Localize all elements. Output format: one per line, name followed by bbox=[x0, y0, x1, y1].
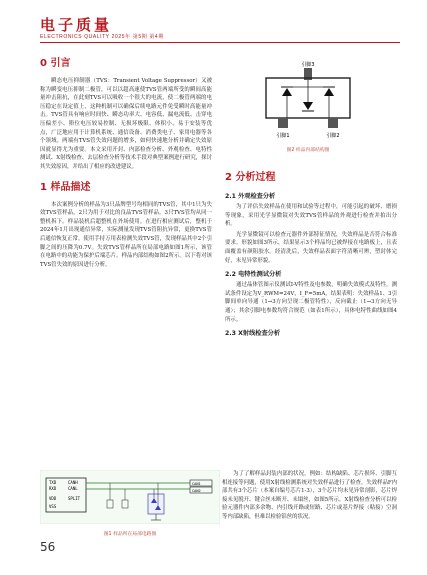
label-vdd: VDD bbox=[49, 496, 57, 501]
pin3-label: 引脚3 bbox=[301, 62, 315, 68]
sub1-heading: 2.1 外观检查分析 bbox=[225, 193, 276, 200]
label-canh: CANH bbox=[68, 480, 78, 485]
figure2-caption: 图2 样品内部结构图 bbox=[286, 148, 330, 153]
figure1-circuit bbox=[40, 470, 220, 524]
left-column bbox=[40, 52, 212, 271]
sub3-heading: 2.3 X射线检查分析 bbox=[225, 330, 281, 338]
label-txd: TXD bbox=[49, 480, 57, 485]
sub3-paragraph: 为了了解样品封装内部的状况，例如：结构缺陷、芯片损坏、引脚互相连接等问题，使用X射线检测系统对失效样品进行了检查。失效样品F内部共有3个芯片（本案自编号芯片1-3），3个芯片均未见异常剖影，芯片焊接未见脱开、键合丝未断开、未塌丝，如图5所示。X射线检查分析可以检验元器件内部多余物、内引线开路或短路、芯片或基片焊接（粘接）空洞等内部缺陷，但难以检验铝丝的状况。 bbox=[222, 471, 397, 520]
figure2 bbox=[248, 58, 368, 154]
label-canl: CANL bbox=[68, 486, 78, 491]
sub3-body bbox=[222, 470, 397, 524]
section2-heading: 2 分析过程 bbox=[225, 172, 276, 183]
label-split: SPLIT bbox=[68, 496, 81, 501]
sub2-heading: 2.2 电特性测试分析 bbox=[225, 271, 282, 279]
section1-paragraph: 本次案例分析的样品为3只品牌型号均相同的TVS管，其中1只为失效TVS管样品，2只为用于对比的良品TVS管样品。3只TVS管均从同一整机拆下。样品装机后超整机在外场使用。在进行相应测试后，整机于2024年1月出现通信异常，实际测量发现TVS管阻抗异常，更换TVS管后通信恢复正常。使用手持万用表检测失效TVS管，发现样品其中2个引脚之间的压降为0.7V。失效TVS管样品所在局部电路如图1所示，该管在电路中的功能为保护后端芯片。样品内部结构如图2所示。以下将对该TVS管失效的原因进行分析。 bbox=[40, 201, 212, 268]
pin1-label: 引脚1 bbox=[276, 133, 290, 139]
journal-brand: 电子质量 bbox=[40, 16, 113, 34]
sub2-paragraph: 通过晶体管图示仪测试I-V特性及电参数，明确失效模式及特性。测试条件设定为V_RWM=24V，I_F=5mA，结果表明：失效样品1、3引脚间单向导通（1→3方向呈现二极管特性），反向截止（1→3方向无导通）；其余引脚电参数均符合规范（如表1所示），具体电特性曲线如图4所示。 bbox=[225, 282, 397, 323]
page-number: 56 bbox=[40, 540, 56, 554]
header-rule bbox=[40, 42, 400, 43]
diode-right bbox=[324, 88, 334, 96]
figure1 bbox=[40, 470, 220, 537]
journal-subtitle: ELECTRONICS QUALITY 2025年 第5期 第4期 bbox=[40, 34, 164, 40]
sub1-paragraph-2: 光学显微镜可以检查元器件外部特征情况，失效样品是否符合标准要求。形貌如图3所示，结果显示3个样品均已被焊接在电路板上，且表面覆盖有颜阻胶水。经清洗后，失效样品表面字符清晰可辨，塑封体完好，未见异常形貌。 bbox=[225, 231, 397, 264]
figure2-diagram bbox=[248, 58, 368, 140]
right-column bbox=[225, 166, 397, 340]
intro-paragraph: 瞬态电压抑制器（TVS：Transient Voltage Suppressor）又被称为瞬变电压抑制二极管，可以以超高速使TVS管两端所受的瞬间高能量冲击阻抗，在此刻TVS可以吸收一个很大的电流，使二极管两端的电压稳定在设定值上，这种机制可以确保后续电路元件免受瞬时高能量冲击。TVS管具有响应时间快、瞬态功率大、电容低、漏电流低、击穿电压偏差小、箝位电压较易控制、无损坏极限、体积小、易于安装等优点，广泛地应用于计算机系统、通信设备、消费类电子、家用电器等各个领域。两端有TVS管失效问题的增多，如何快速地分析并确定失效原因就显得尤为重要。本文采用开封、内部检查分析、外观检查、电特性测试、X射线检查、去层检查分析等技术手段对典型案例进行研究，探讨其失效原因，并给出了相应的改进建议。 bbox=[40, 78, 212, 170]
journal-header bbox=[40, 14, 400, 44]
label-vss: VSS bbox=[49, 504, 57, 509]
label-rxd: RXD bbox=[49, 486, 57, 491]
diode-left bbox=[282, 88, 292, 96]
label-can2: CAN2 bbox=[192, 489, 201, 493]
tvs-device bbox=[148, 494, 164, 514]
label-can1: CAN1 bbox=[192, 482, 201, 486]
pin1 bbox=[278, 118, 288, 128]
pin2 bbox=[328, 118, 338, 128]
diode-center bbox=[303, 102, 313, 110]
intro-heading: 0 引言 bbox=[40, 58, 71, 69]
pin2-label: 引脚2 bbox=[326, 133, 340, 139]
figure1-caption: 图1 样品所在局部电路图 bbox=[103, 532, 157, 537]
sub1-paragraph-1: 为了评估失效样品在使用和试验等过程中，可能引起的破坏、磨损等现象，采用光学显微镜对失效TVS管样品的外观进行检查并拍出分析。 bbox=[225, 204, 397, 228]
section1-heading: 1 样品描述 bbox=[40, 181, 91, 193]
